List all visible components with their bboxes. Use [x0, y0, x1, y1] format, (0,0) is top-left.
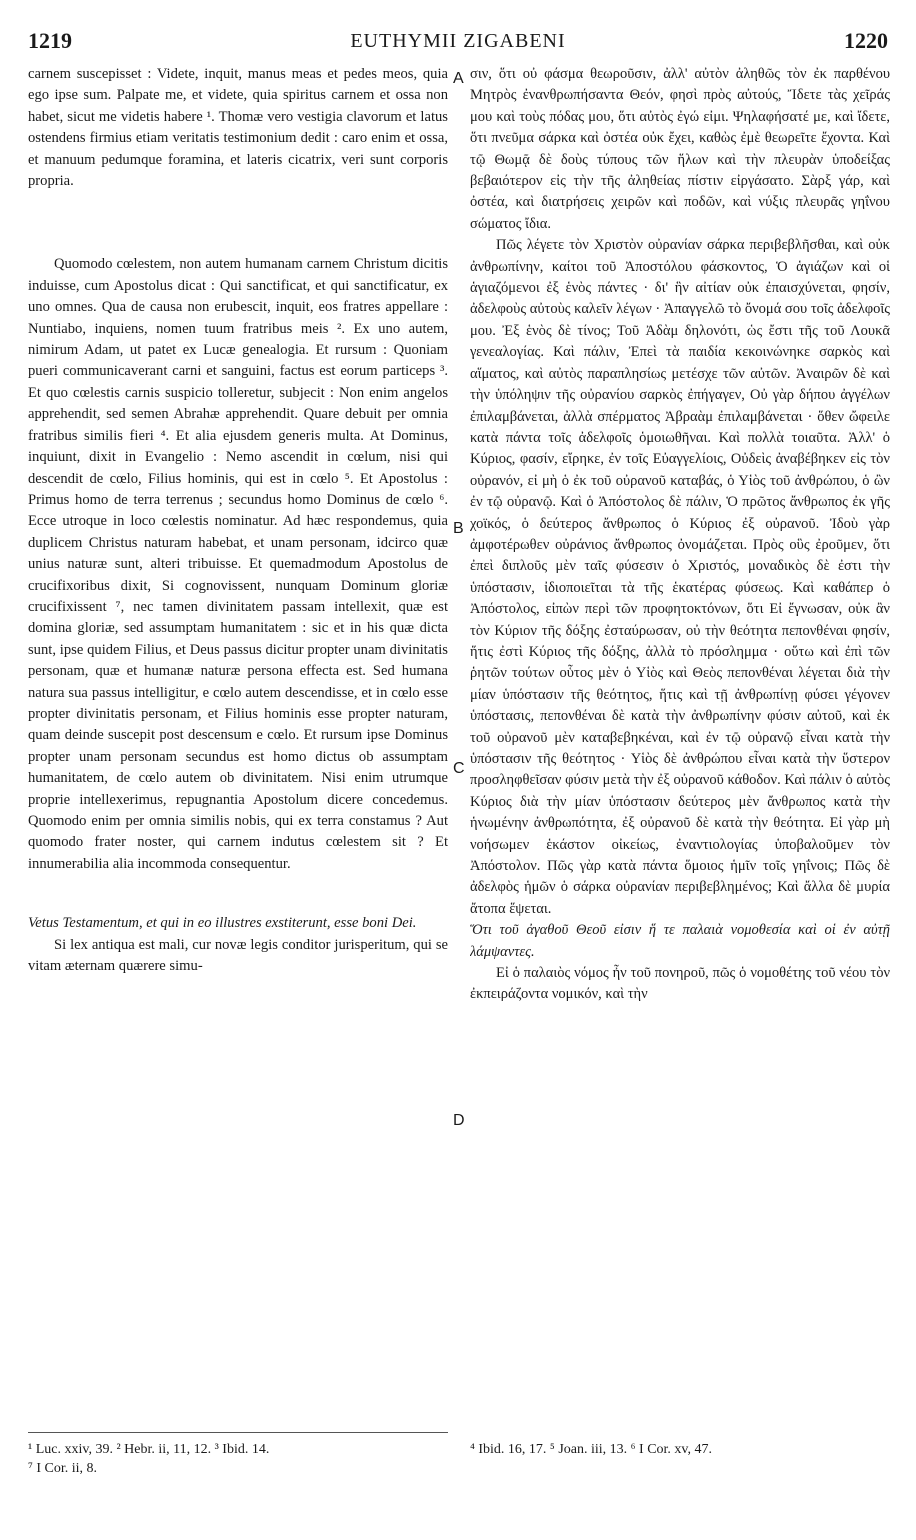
- margin-marker-c: C: [453, 760, 465, 777]
- latin-column: [28, 64, 448, 977]
- latin-paragraph-1: carnem suscepisset : Videte, inquit, manus meas et pedes meos, quia ego ipse sum. Palpate me, et videte, quia spiritus carnem et ossa non habet, sicut me videtis habere ¹. Thomæ vero vestigia clavorum et latus ostendens firmius etiam veritatis testimonium dedit : caro enim et ossa, et manuum pedumque foramina, et lateris cicatrix, veri sunt corporis propria.: [28, 66, 448, 190]
- greek-paragraph-2: Πῶς λέγετε τὸν Χριστὸν οὐρανίαν σάρκα περιβεβλῆσθαι, καὶ οὐκ ἀνθρωπίνην, καίτοι τοῦ Ἀποστόλου φάσκοντος, Ὁ ἁγιάζων καὶ οἱ ἁγιαζόμενοι ἐξ ἑνὸς πάντες · δι' ἣν αἰτίαν οὐκ ἐπαισχύνεται, φησίν, ἀδελφοὺς αὐτοὺς καλεῖν λέγων · Ἀπαγγελῶ τὸ ὄνομά σου τοῖς ἀδελφοῖς μου. Ἐξ ἑνὸς δὲ τίνος; Τοῦ Ἀδὰμ δηλονότι, ὡς ἔστι τῆς τοῦ Λουκᾶ γενεαλογίας. Καὶ πάλιν, Ἐπεὶ τὰ παιδία κεκοινώνηκε σαρκὸς καὶ αἵματος, καὶ αὐτὸς παραπλησίως μετέσχε τῶν αὐτῶν. Ἀναιρῶν δὲ καὶ τὴν ὑπόληψιν τῆς οὐρανίου σαρκὸς ἐπήγαγεν, Οὐ γὰρ δήπου ἀγγέλων ἐπιλαμβάνεται, ἀλλὰ σπέρματος Ἀβραὰμ ἐπιλαμβάνεται · ὅθεν ὤφειλε κατὰ πάντα τοῖς ἀδελφοῖς ὁμοιωθῆναι. Καὶ πολλὰ τοιαῦτα. Ἀλλ' ὁ Κύριος, φασίν, εἴρηκε, ἐν τοῖς Εὐαγγελίοις, Οὐδεὶς ἀναβέβηκεν εἰς τὸν οὐρανόν, εἰ μὴ ὁ ἐκ τοῦ οὐρανοῦ καταβάς, ὁ Υἱὸς τοῦ ἀνθρώπου, ὁ ὢν ἐν τῷ οὐρανῷ. Καὶ ὁ Ἀπόστολος δὲ πάλιν, Ὁ πρῶτος ἄνθρωπος ἐκ γῆς χοϊκός, ὁ δεύτερος ἄνθρωπος ὁ Κύριος ἐξ οὐρανοῦ. Ἰδοὺ γὰρ ἀμφοτέρωθεν οὐράνιος ἄνθρωπος ὀνομάζεται. Πρὸς οὓς ἐροῦμεν, ὅτι ἐπεὶ διπλοῦς μὲν ταῖς φύσεσιν ὁ Χριστός, μοναδικὸς δὲ ἐστι τὴν ὑπόστασιν, ἰδιοποιεῖται τὰ τῆς ἑκατέρας φύσεως. Καὶ καθάπερ ὁ Ἀπόστολος, εἰπὼν περὶ τῶν προφητοκτόνων, ὅτι Εἰ ἔγνωσαν, οὐκ ἂν τὸν Κύριον τῆς δόξης ἐσταύρωσαν, οὐ τὴν θεότητα πεπονθέναι φησίν, ἥτις ἐστὶ Κύριος τῆς δόξης, ἀλλὰ τὸ πρόσλημμα · οὕτω καὶ ἐπὶ τῶν ῥητῶν τούτων οὗτος μὲν ὁ Υἱὸς καὶ Θεὸς πεπονθέναι λέγεται διὰ τὴν μίαν ὑπόστασιν τῆς θεότητος, ἥτις καὶ τῇ ἀνθρωπίνῃ φύσει γέγονεν ὑπόστασις, πεπονθέναι δὲ κατὰ τὴν ἀνθρωπίνην φύσιν αὐτοῦ, καὶ ἐκ τοῦ οὐρανοῦ μὲν καταβεβηκέναι, καὶ ἐν τῷ οὐρανῷ εἶναι κατὰ τὴν ὑπόστασιν τῆς θεότητος · Υἱὸς δὲ ἀνθρώπου εἶναι κατὰ τὴν ὕστερον προσληφθεῖσαν φύσιν μετὰ τὴν ἐξ οὐρανοῦ κάθοδον. Καὶ πάλιν ὁ αὐτὸς Κύριος διὰ τὴν μίαν ὑπόστασιν δεύτερος μὲν ἄνθρωπος κατὰ τὴν ἡνωμένην ἀνθρωπότητα, ἐξ οὐρανοῦ δὲ κατὰ τὴν θεότητα. Εἰ γὰρ μὴ νοήσωμεν ἑκάστον οἰκείως, ἐναντιολογίας ὑποβαλοῦμεν τὸν Ἀπόστολον. Πῶς γὰρ κατὰ πάντα ὅμοιος ἡμῖν τοῖς γηΐνοις; Πῶς δὲ ἀδελφὸς ἡμῶν ὁ σάρκα οὐρανίαν περιβεβλημένος; Καὶ ἄλλα δὲ μυρία ἄτοπα ἕψεται.: [470, 237, 890, 917]
- page-header: [28, 28, 888, 62]
- footnote-line: ⁷ I Cor. ii, 8.: [28, 1461, 98, 1476]
- page-number-right: 1220: [844, 28, 888, 53]
- running-title: EUTHYMII ZIGABENI: [350, 30, 566, 52]
- footnotes-right: [470, 1440, 890, 1459]
- latin-paragraph-3: Si lex antiqua est mali, cur novæ legis conditor jurisperitum, qui se vitam æternam quærere simu-: [28, 936, 448, 975]
- footnote-line: ¹ Luc. xxiv, 39. ² Hebr. ii, 11, 12. ³ Ibid. 14.: [28, 1442, 270, 1457]
- footnote-line: ⁴ Ibid. 16, 17. ⁵ Joan. iii, 13. ⁶ I Cor. xv, 47.: [470, 1442, 713, 1457]
- latin-section-heading: Vetus Testamentum, et qui in eo illustres exstiterunt, esse boni Dei.: [28, 915, 417, 932]
- latin-paragraph-2: Quomodo cœlestem, non autem humanam carnem Christum dicitis induisse, cum Apostolus dicat : Qui sanctificat, et qui sanctificatur, ex uno omnes. Qua de causa non erubescit, inquit, eos fratres appellare : Nuntiabo, inquiens, nomen tuum fratribus meis ². Ex uno autem, nimirum Adam, ut patet ex Lucæ genealogia. Et rursum : Quoniam pueri communicaverant carni et sanguini, factus est eorum particeps ³. Et quo cœlestis carnis suspicio tolleretur, subjecit : Non enim angelos apprehendit, sed semen Abrahæ apprehendit. Quare debuit per omnia fratribus similis fieri ⁴. Et alia ejusdem generis multa. At Dominus, inquiunt, dixit in Evangelio : Nemo ascendit in cœlum, nisi qui descendit de cœlo, Filius hominis, qui est in cœlo ⁵. Et Apostolus : Primus homo de terra terrenus ; secundus homo Dominus de cœlo ⁶. Ecce utroque in loco cœlestis nominatur. Ad hæc respondemus, quia duplicem Christus naturam habebat, et unam personam, idcirco quæ unius naturæ sunt, alteri tribuisse. Et quemadmodum Apostolus de crucifixoribus dixit, Si cognovissent, nunquam Dominum gloriæ crucifixissent ⁷, nec tamen divinitatem passam intellexit, quæ est domina gloriæ, sed assumptam humanitatem : sic et in his quæ dicta sunt, ipse quidem Filius, et Deus passus dicitur propter unam divinitatis personam, quæ et humanæ naturæ persona effecta est. Sed humana natura sua passus intelligitur, e cœlo autem descendisse, et in cœlo esse propter divinitatis personam, et Filius hominis esse propter naturam, quam deinde suscepit post descensum e cœlo. Et rursum ipse Dominus propter unam personam secundus est homo dictus ob assumptam humanitatem, de cœlo autem ob divinitatem. Nisi enim utrumque proprie intellexerimus, repugnantia Apostolum dicere concedemus. Quomodo enim per omnia similis nobis, qui ex terra constamus ? Aut quomodo frater noster, qui carnem indutus cœlestem sit ? Et innumerabilia alia incommoda consequentur.: [28, 256, 448, 872]
- greek-section-heading: Ὅτι τοῦ ἀγαθοῦ Θεοῦ εἰσιν ἥ τε παλαιὰ νομοθεσία καὶ οἱ ἐν αὐτῇ λάμψαντες.: [470, 922, 890, 960]
- greek-paragraph-3: Εἰ ὁ παλαιὸς νόμος ἦν τοῦ πονηροῦ, πῶς ὁ νομοθέτης τοῦ νέου τὸν ἐκπειράζοντα νομικόν, καὶ τὴν: [470, 965, 890, 1003]
- footnote-rule: [28, 1432, 448, 1433]
- margin-marker-a: A: [453, 70, 464, 87]
- greek-column: [470, 64, 890, 1006]
- margin-marker-d: D: [453, 1112, 465, 1129]
- spacer: [28, 192, 448, 254]
- spacer: [28, 875, 448, 913]
- greek-paragraph-1: σιν, ὅτι οὐ φάσμα θεωροῦσιν, ἀλλ' αὐτὸν ἀληθῶς τὸν ἐκ παρθένου Μητρὸς ἐνανθρωπήσαντα Θεόν, φησὶ πρὸς αὐτούς, Ἴδετε τὰς χεῖράς μου καὶ τοὺς πόδας μου, ὅτι αὐτὸς ἐγώ εἰμι. Ψηλαφήσατέ με, καὶ ἴδετε, ὅτι πνεῦμα σάρκα καὶ ὀστέα οὐκ ἔχει, καθὼς ἐμὲ θεωρεῖτε ἔχοντα. Καὶ τῷ Θωμᾷ δὲ δοὺς τύπους τῶν ἥλων καὶ τὴν πλευρὰν ὑποδείξας βεβαιότερον εἰς τὴν τῆς ἀληθείας πίστιν εἰργάσατο. Σὰρξ γάρ, καὶ ὀστέα, καὶ διατρήσεις χειρῶν καὶ ποδῶν, καὶ νύξις πλευρᾶς γηΐνου σώματος ἴδια.: [470, 66, 890, 232]
- page-number-left: 1219: [28, 28, 72, 53]
- footnotes-left: [28, 1440, 448, 1478]
- margin-marker-b: B: [453, 520, 464, 537]
